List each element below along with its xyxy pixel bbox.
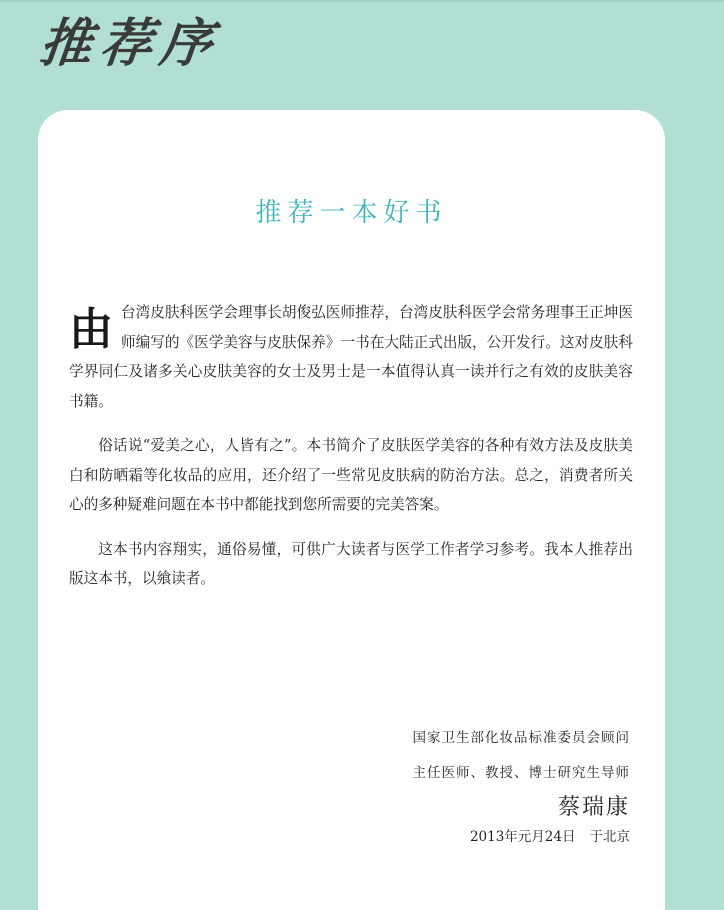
signer-title-1: 国家卫生部化妆品标准委员会顾问 bbox=[412, 730, 630, 746]
content-card bbox=[38, 110, 665, 910]
sign-date-line bbox=[413, 831, 631, 845]
sign-date: 2013年元月24日 bbox=[469, 829, 576, 845]
paragraph-1 bbox=[69, 298, 633, 416]
body-text bbox=[69, 298, 633, 609]
paragraph-2: 俗话说“爱美之心，人皆有之”。本书简介了皮肤医学美容的各种有效方法及皮肤美白和防晒霜等化妆品的应用，还介绍了一些常见皮肤病的防治方法。总之，消费者所关心的多种疑难问题在本书中都能找到您所需要的完美答案。 bbox=[69, 437, 633, 513]
page-heading: 推荐序 bbox=[36, 13, 224, 74]
subtitle: 推荐一本好书 bbox=[255, 198, 448, 228]
drop-cap: 由 bbox=[69, 304, 113, 355]
signer-title-2: 主任医师、教授、博士研究生导师 bbox=[412, 764, 630, 781]
signoff bbox=[413, 732, 631, 845]
signer-name: 蔡瑞康 bbox=[557, 795, 630, 820]
top-border bbox=[0, 0, 724, 2]
sign-place: 于北京 bbox=[589, 829, 630, 845]
paragraph-1-text: 台湾皮肤科医学会理事长胡俊弘医师推荐，台湾皮肤科医学会常务理事王正坤医师编写的《医学美容与皮肤保养》一书在大陆正式出版，公开发行。这对皮肤科学界同仁及诸多关心皮肤美容的女士及男士是一本值得认真一读并行之有效的皮肤美容书籍。 bbox=[69, 304, 633, 410]
paragraph-3: 这本书内容翔实，通俗易懂，可供广大读者与医学工作者学习参考。我本人推荐出版这本书，以飨读者。 bbox=[69, 540, 633, 587]
